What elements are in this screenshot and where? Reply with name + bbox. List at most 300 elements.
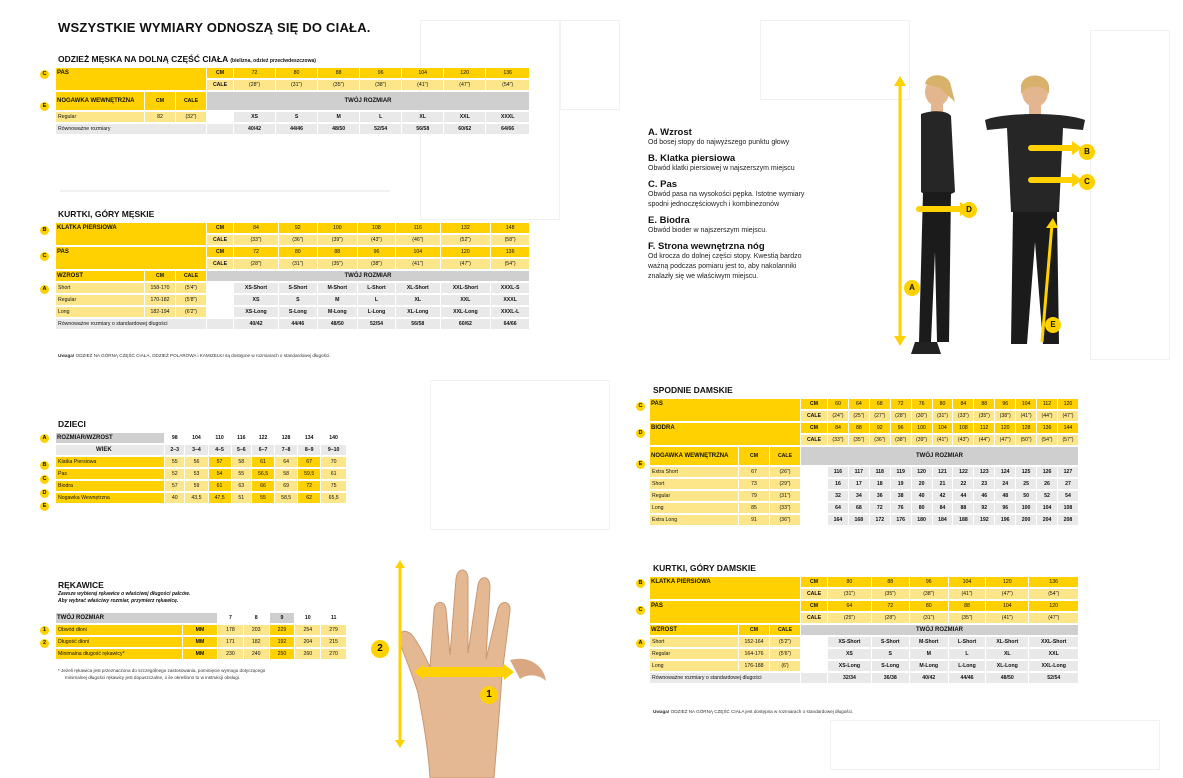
cell: (5'2") xyxy=(770,637,800,647)
cell: 61 xyxy=(252,457,274,467)
cell: 192 xyxy=(270,637,295,647)
size-cell: 46 xyxy=(974,491,994,501)
table-row xyxy=(650,637,1078,647)
page-title: WSZYSTKIE WYMIARY ODNOSZĄ SIĘ DO CIAŁA. xyxy=(58,20,371,35)
cm-unit: CM xyxy=(739,447,769,465)
cell: (6') xyxy=(770,661,800,671)
cale-unit: CALE xyxy=(770,625,800,635)
cell: (31") xyxy=(276,80,317,90)
size-cell: M-Long xyxy=(318,307,357,317)
cell: 91 xyxy=(739,515,769,525)
age-cell: 3–4 xyxy=(185,445,207,455)
cale-unit: CALE xyxy=(801,613,827,623)
size-cell: 100 xyxy=(1016,503,1036,513)
header-cell: 7 xyxy=(218,613,243,623)
cell: 79 xyxy=(739,491,769,501)
row-label: Long xyxy=(56,307,144,317)
cell: 72 xyxy=(891,399,911,409)
size-cell: 196 xyxy=(995,515,1015,525)
badge-e: E xyxy=(40,102,49,111)
size-cell: 176 xyxy=(891,515,911,525)
circumference-arrow xyxy=(414,660,514,684)
cell: 70 xyxy=(321,457,346,467)
cale-unit: CALE xyxy=(801,435,827,445)
measure-f-desc: Od krocza do dolnej części stopy. Kwestią bardzo xyxy=(648,253,802,260)
cell: (47") xyxy=(444,80,485,90)
badge-d: D xyxy=(636,429,645,438)
header-cell: 11 xyxy=(321,613,346,623)
size-cell: M xyxy=(318,112,359,122)
cell: 80 xyxy=(910,601,948,611)
table-row xyxy=(650,577,1078,587)
cell: (43") xyxy=(358,235,395,245)
twoj-rozmiar-header: TWÓJ ROZMIAR xyxy=(207,92,529,110)
table-row xyxy=(56,649,346,659)
kids-table xyxy=(55,431,347,505)
size-cell: 50 xyxy=(1016,491,1036,501)
table-row xyxy=(650,601,1078,611)
note-text: ODZIEŻ NA GÓRNĄ CZĘŚĆ CIAŁA jest dostępna w rozmiarach o standardowej długości. xyxy=(669,709,854,714)
badge-b: B xyxy=(40,461,49,470)
size-cell: M-Short xyxy=(318,283,357,293)
cell: 152-164 xyxy=(739,637,769,647)
cell: 136 xyxy=(491,247,529,257)
figure-marker-b: B xyxy=(1079,144,1095,160)
equiv-cell: 60/62 xyxy=(444,124,485,134)
equiv-cell: 64/66 xyxy=(486,124,529,134)
table-row xyxy=(650,661,1078,671)
badge-e: E xyxy=(636,460,645,469)
age-cell: 5–6 xyxy=(232,445,251,455)
cell: (44") xyxy=(1037,411,1057,421)
equiv-cell: 52/54 xyxy=(1029,673,1078,683)
measure-c-title: C. Pas xyxy=(648,179,678,190)
cale-unit: CALE xyxy=(176,92,206,110)
size-cell: 164 xyxy=(828,515,848,525)
table-row xyxy=(56,295,529,305)
cell: 84 xyxy=(953,399,973,409)
gloves-title: RĘKAWICE xyxy=(58,580,104,590)
equiv-cell: 36/38 xyxy=(872,673,909,683)
figure-front xyxy=(975,72,1095,362)
cell: (33") xyxy=(953,411,973,421)
cell: (38") xyxy=(995,411,1015,421)
badge-a: A xyxy=(40,434,49,443)
cell: (44") xyxy=(974,435,994,445)
cell: 61 xyxy=(321,469,346,479)
unit-cell: MM xyxy=(183,637,217,647)
table-row xyxy=(56,68,529,78)
equiv-cell: 52/54 xyxy=(360,124,401,134)
gloves-sub1: Zawsze wybieraj rękawice o właściwej długości palców. xyxy=(58,591,191,597)
cell: 51 xyxy=(232,493,251,503)
badge-a: A xyxy=(40,285,49,294)
cell: 104 xyxy=(396,247,439,257)
size-cell: XL-Long xyxy=(396,307,439,317)
measure-e-title: E. Biodra xyxy=(648,215,690,226)
equiv-cell: 44/46 xyxy=(949,673,985,683)
size-cell: XS xyxy=(234,112,275,122)
table-row xyxy=(650,515,1078,525)
measure-c-desc: Obwód pasa na wysokości pępka. Istotne wymiary xyxy=(648,191,805,198)
note-bold: Uwaga! xyxy=(653,709,670,714)
cell: 148 xyxy=(491,223,529,233)
cell: 96 xyxy=(910,577,948,587)
cell: (38") xyxy=(910,589,948,599)
cell: 136 xyxy=(486,68,529,78)
size-cell: 119 xyxy=(891,467,911,477)
equiv-cell: 56/58 xyxy=(402,124,443,134)
cell: 55 xyxy=(252,493,274,503)
biodra-label: BIODRA xyxy=(650,423,800,445)
measure-a-desc: Od bosej stopy do najwyższego punktu głowy xyxy=(648,139,790,146)
table-row xyxy=(650,673,1078,683)
size-cell: 42 xyxy=(933,491,953,501)
equiv-cell: 64/66 xyxy=(491,319,529,329)
cell: (30") xyxy=(912,411,932,421)
cell: (25") xyxy=(828,613,871,623)
size-cell: XXXL xyxy=(491,295,529,305)
table-row xyxy=(56,445,346,455)
header-cell: 10 xyxy=(295,613,320,623)
measure-a-title: A. Wzrost xyxy=(648,127,692,138)
size-cell: 48 xyxy=(995,491,1015,501)
cell: 56,5 xyxy=(252,469,274,479)
badge-c: C xyxy=(636,606,645,615)
table-row xyxy=(650,503,1078,513)
table-row xyxy=(650,423,1078,433)
cell: 72 xyxy=(234,247,278,257)
size-cell: 25 xyxy=(1016,479,1036,489)
cale-unit: CALE xyxy=(770,447,800,465)
age-cell: 6–7 xyxy=(252,445,274,455)
cell: 58 xyxy=(275,469,297,479)
size-cell: 120 xyxy=(912,467,932,477)
cell: (33") xyxy=(770,503,800,513)
cm-unit: CM xyxy=(145,271,175,281)
cell: 204 xyxy=(295,637,320,647)
cell: (39") xyxy=(318,235,357,245)
cell: 92 xyxy=(870,423,890,433)
cell: 67 xyxy=(298,457,320,467)
kids-title: DZIECI xyxy=(58,419,86,429)
cell: 69 xyxy=(275,481,297,491)
size-cell: 104 xyxy=(1037,503,1057,513)
size-cell: 168 xyxy=(849,515,869,525)
table-row xyxy=(56,112,529,122)
equiv-cell: 48/50 xyxy=(986,673,1028,683)
cell: 120 xyxy=(444,68,485,78)
cell: 100 xyxy=(318,223,357,233)
cell: 171 xyxy=(218,637,243,647)
size-cell: 96 xyxy=(995,503,1015,513)
measure-descriptions xyxy=(648,127,878,282)
cell: (38") xyxy=(891,435,911,445)
cell: (6'2") xyxy=(176,307,206,317)
cell: (32") xyxy=(176,112,206,122)
mens-bottom-subtitle: (bielizna, odzież przeciwdeszczowa) xyxy=(230,58,316,64)
cell: 64 xyxy=(828,601,871,611)
badge-c: C xyxy=(40,475,49,484)
cell: 47,5 xyxy=(209,493,231,503)
cell: 96 xyxy=(360,68,401,78)
cell: 128 xyxy=(1016,423,1036,433)
table-row xyxy=(56,433,346,443)
cell: 88 xyxy=(318,247,357,257)
measure-f-desc: znalazły się we właściwym miejscu. xyxy=(648,273,759,280)
cell: 92 xyxy=(279,223,317,233)
cell: 88 xyxy=(872,577,909,587)
cell: (39") xyxy=(912,435,932,445)
badge-1: 1 xyxy=(40,626,49,635)
cell: 182-194 xyxy=(145,307,175,317)
cell: (35") xyxy=(974,411,994,421)
height-arrow xyxy=(890,76,910,346)
cell: (36") xyxy=(279,235,317,245)
figure-marker-c: C xyxy=(1079,174,1095,190)
size-cell: 108 xyxy=(1058,503,1078,513)
footnote-line: minimalnej długości rękawicy jest dopuszczalne, o ile określono to w instrukcji obsługi. xyxy=(65,675,241,680)
womens-jackets-table xyxy=(649,575,1079,685)
size-cell: 76 xyxy=(891,503,911,513)
table-row xyxy=(650,479,1078,489)
cell: 73 xyxy=(739,479,769,489)
header-cell: 134 xyxy=(298,433,320,443)
size-cell: 72 xyxy=(870,503,890,513)
size-cell: L xyxy=(360,112,401,122)
waist-arrow xyxy=(1022,170,1082,190)
cale-unit: CALE xyxy=(176,271,206,281)
cell: 104 xyxy=(933,423,953,433)
cell: 270 xyxy=(321,649,346,659)
cell: 120 xyxy=(995,423,1015,433)
table-row xyxy=(56,481,346,491)
twoj-rozmiar-header: TWÓJ ROZMIAR xyxy=(207,271,529,281)
size-cell: 22 xyxy=(953,479,973,489)
cell: 85 xyxy=(739,503,769,513)
size-cell: XS xyxy=(828,649,871,659)
header-cell: 8 xyxy=(244,613,269,623)
cell: 136 xyxy=(1029,577,1078,587)
size-cell: XXXL-S xyxy=(491,283,529,293)
cell: (29") xyxy=(770,479,800,489)
cm-unit: CM xyxy=(801,423,827,433)
row-label: Biodra xyxy=(56,481,164,491)
cell: (35") xyxy=(872,589,909,599)
equiv-cell: 60/62 xyxy=(441,319,491,329)
size-cell: 116 xyxy=(828,467,848,477)
equiv-cell: 56/58 xyxy=(396,319,439,329)
size-cell: XL xyxy=(396,295,439,305)
note-text: ODZIEŻ NA GÓRNĄ CZĘŚĆ CIAŁA, ODZIEŻ POLAROWA i KAMIZELKI są dostępne w rozmiarach o standardowej długości. xyxy=(74,353,331,358)
table-row xyxy=(56,92,529,110)
size-cell: 16 xyxy=(828,479,848,489)
cell: (47") xyxy=(995,435,1015,445)
size-cell: M xyxy=(910,649,948,659)
size-cell: M xyxy=(318,295,357,305)
row-label: Regular xyxy=(56,112,144,122)
size-cell: 68 xyxy=(849,503,869,513)
cale-unit: CALE xyxy=(801,411,827,421)
cell: (35") xyxy=(318,80,359,90)
equiv-cell: 40/42 xyxy=(234,319,278,329)
cell: 58 xyxy=(232,457,251,467)
size-cell: XL xyxy=(986,649,1028,659)
size-cell: XS xyxy=(234,295,278,305)
cell: 72 xyxy=(234,68,275,78)
size-cell: 32 xyxy=(828,491,848,501)
table-row xyxy=(56,625,346,635)
size-cell: 23 xyxy=(974,479,994,489)
length-arrow xyxy=(392,560,408,748)
table-row xyxy=(650,399,1078,409)
row-label: Regular xyxy=(56,295,144,305)
size-cell: 80 xyxy=(912,503,932,513)
row-label: Długość dłoni xyxy=(56,637,182,647)
cell: (52") xyxy=(441,235,491,245)
cell: 61 xyxy=(209,481,231,491)
size-cell: L-Long xyxy=(949,661,985,671)
cm-unit: CM xyxy=(207,247,233,257)
cell: 144 xyxy=(1058,423,1078,433)
nogawka-label: NOGAWKA WEWNĘTRZNA xyxy=(650,447,738,465)
size-cell: 64 xyxy=(828,503,848,513)
cell: 136 xyxy=(1037,423,1057,433)
cell: 60 xyxy=(828,399,848,409)
cm-unit: CM xyxy=(207,223,233,233)
table-row xyxy=(56,469,346,479)
row-label: Short xyxy=(650,479,738,489)
cell: 88 xyxy=(974,399,994,409)
cell: 76 xyxy=(912,399,932,409)
cell: 279 xyxy=(321,625,346,635)
size-cell: L-Long xyxy=(358,307,395,317)
age-cell: 7–8 xyxy=(275,445,297,455)
cell: (41") xyxy=(933,435,953,445)
size-cell: S-Short xyxy=(872,637,909,647)
size-cell: XS-Short xyxy=(234,283,278,293)
cell: 88 xyxy=(849,423,869,433)
mens-bottom-table xyxy=(55,66,530,136)
wzrost-label: WZROST xyxy=(56,271,144,281)
table-row xyxy=(56,223,529,233)
cell: (38") xyxy=(360,80,401,90)
cell: (50") xyxy=(1016,435,1036,445)
cm-unit: CM xyxy=(145,92,175,110)
size-cell: 18 xyxy=(870,479,890,489)
note-bold: Uwaga! xyxy=(58,353,75,358)
badge-b: B xyxy=(40,226,49,235)
cell: (47") xyxy=(441,259,491,269)
table-row xyxy=(56,307,529,317)
cell: 58,5 xyxy=(275,493,297,503)
row-label: Minimalna długość rękawicy* xyxy=(56,649,182,659)
header-cell: 104 xyxy=(185,433,207,443)
cm-unit: CM xyxy=(801,577,827,587)
footnote-line: * Jeżeli rękawica jest przeznaczona do szczególnego zastosowania, pominięcie wymogu dotyczącego xyxy=(58,668,266,673)
cell: 100 xyxy=(912,423,932,433)
cell: 104 xyxy=(1016,399,1036,409)
cell: 43,5 xyxy=(185,493,207,503)
badge-a: A xyxy=(636,639,645,648)
equiv-cell: 40/42 xyxy=(234,124,275,134)
measure-b-title: B. Klatka piersiowa xyxy=(648,153,736,164)
equiv-cell: 32/34 xyxy=(828,673,871,683)
size-cell: XXL-Long xyxy=(441,307,491,317)
header-label: TWÓJ ROZMIAR xyxy=(56,613,217,623)
size-cell: 36 xyxy=(870,491,890,501)
cell: (54") xyxy=(491,259,529,269)
table-row xyxy=(56,613,346,623)
pas-label: PAS xyxy=(650,601,800,623)
size-cell: 180 xyxy=(912,515,932,525)
cell: (54") xyxy=(486,80,529,90)
table-row xyxy=(650,467,1078,477)
size-cell: XXL-Short xyxy=(441,283,491,293)
size-cell: 44 xyxy=(953,491,973,501)
cell: (36") xyxy=(770,515,800,525)
size-cell: XXXL-L xyxy=(491,307,529,317)
cell: (27") xyxy=(870,411,890,421)
cell: 80 xyxy=(933,399,953,409)
pas-label: PAS xyxy=(56,68,206,90)
age-cell: 8–9 xyxy=(298,445,320,455)
table-row xyxy=(56,124,529,134)
size-cell: XS-Long xyxy=(234,307,278,317)
cell: 67 xyxy=(739,467,769,477)
figure-marker-e: E xyxy=(1045,317,1061,333)
equiv-label: Równoważne rozmiary o standardowej długości xyxy=(56,319,206,329)
cell: (38") xyxy=(358,259,395,269)
size-cell: 92 xyxy=(974,503,994,513)
size-cell: 17 xyxy=(849,479,869,489)
cell: 120 xyxy=(1029,601,1078,611)
row-label: Short xyxy=(56,283,144,293)
cell: (31") xyxy=(910,613,948,623)
cell: (28") xyxy=(234,80,275,90)
size-cell: S-Short xyxy=(279,283,317,293)
unit-cell: MM xyxy=(183,625,217,635)
cell: 112 xyxy=(1037,399,1057,409)
cell: 104 xyxy=(986,601,1028,611)
size-cell: 40 xyxy=(912,491,932,501)
cell: 84 xyxy=(234,223,278,233)
table-row xyxy=(56,271,529,281)
chest-arrow xyxy=(1022,138,1082,158)
equiv-cell: 52/54 xyxy=(358,319,395,329)
badge-c: C xyxy=(40,252,49,261)
equiv-cell: 48/50 xyxy=(318,124,359,134)
header-cell: 9 xyxy=(270,613,295,623)
twoj-rozmiar-header: TWÓJ ROZMIAR xyxy=(801,625,1078,635)
size-cell: 204 xyxy=(1037,515,1057,525)
table-row xyxy=(650,649,1078,659)
cell: 88 xyxy=(949,601,985,611)
cell: (24") xyxy=(828,411,848,421)
size-cell: 127 xyxy=(1058,467,1078,477)
row-label: Long xyxy=(650,661,738,671)
cell: 63 xyxy=(232,481,251,491)
cm-unit: CM xyxy=(739,625,769,635)
size-cell: 84 xyxy=(933,503,953,513)
measure-f-desc: ważną podczas pomiaru jest to, aby nakolanniki xyxy=(648,263,797,270)
cell: (41") xyxy=(396,259,439,269)
row-label: Short xyxy=(650,637,738,647)
cell: 203 xyxy=(244,625,269,635)
cell: (35") xyxy=(949,613,985,623)
measure-f-title: F. Strona wewnętrzna nóg xyxy=(648,241,765,252)
mens-jackets-note xyxy=(58,353,331,358)
